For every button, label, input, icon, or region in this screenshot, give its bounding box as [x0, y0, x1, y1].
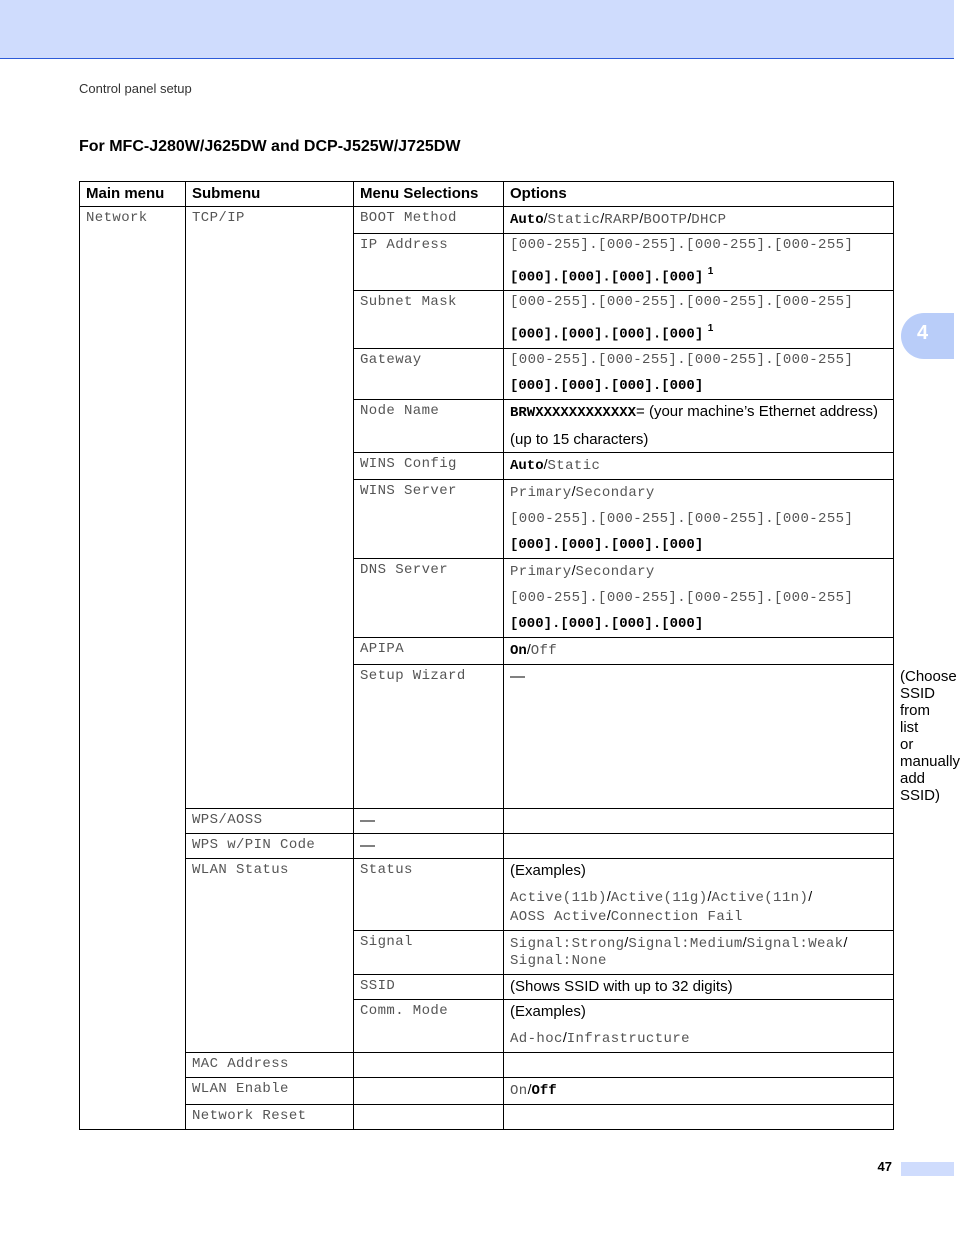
- selection-boot-method: BOOT Method: [354, 207, 504, 234]
- column-header: Menu Selections: [354, 182, 504, 207]
- options-comm-mode: (Examples) Ad-hoc/Infrastructure: [504, 999, 894, 1052]
- footnote-marker: 1: [707, 266, 714, 277]
- options-empty: [504, 808, 894, 833]
- section-heading: For MFC-J280W/J625DW and DCP-J525W/J725DW: [79, 138, 461, 155]
- selection-apipa: APIPA: [354, 637, 504, 664]
- options-status: (Examples) Active(11b)/Active(11g)/Active(11n)/ AOSS Active/Connection Fail: [504, 858, 894, 930]
- submenu-setup-wizard: Setup Wizard: [354, 664, 504, 808]
- column-header: Submenu: [186, 182, 354, 207]
- options-gateway: [000-255].[000-255].[000-255].[000-255] [000].[000].[000].[000]: [504, 348, 894, 399]
- options-node-name: BRWXXXXXXXXXXXX= (your machine’s Ethernet address) (up to 15 characters): [504, 399, 894, 452]
- chapter-number: 4: [917, 322, 929, 344]
- table-row: Setup Wizard — (Choose SSID from list or manually add SSID): [80, 664, 894, 808]
- submenu-mac-address: MAC Address: [186, 1052, 354, 1077]
- column-header: Options: [504, 182, 894, 207]
- header-band: [0, 0, 954, 59]
- table-row: [80, 858, 894, 930]
- selection-wins-config: WINS Config: [354, 452, 504, 479]
- table-row: [80, 1104, 894, 1129]
- network-menu-table: [79, 181, 960, 1130]
- selection-node-name: Node Name: [354, 399, 504, 452]
- selection-dash: —: [354, 808, 504, 833]
- options-empty: [504, 1104, 894, 1129]
- main-menu-network: Network: [80, 207, 186, 1130]
- submenu-tcpip: TCP/IP: [186, 207, 354, 809]
- selection-dash: —: [504, 664, 894, 808]
- selection-dash: —: [354, 833, 504, 858]
- selection-dns-server: DNS Server: [354, 558, 504, 637]
- table-header-row: [80, 182, 894, 207]
- selection-ssid: SSID: [354, 974, 504, 999]
- selection-empty: [354, 1104, 504, 1129]
- table-row: [80, 833, 894, 858]
- selection-ip-address: IP Address: [354, 234, 504, 291]
- options-subnet-mask: [000-255].[000-255].[000-255].[000-255] [000].[000].[000].[000] $^1$: [504, 291, 894, 348]
- submenu-network-reset: Network Reset: [186, 1104, 354, 1129]
- selection-gateway: Gateway: [354, 348, 504, 399]
- table-row: [80, 207, 894, 234]
- options-ip-address: [000-255].[000-255].[000-255].[000-255] [000].[000].[000].[000] $^1$: [504, 234, 894, 291]
- options-dns-server: Primary/Secondary [000-255].[000-255].[000-255].[000-255] [000].[000].[000].[000]: [504, 558, 894, 637]
- options-wins-server: Primary/Secondary [000-255].[000-255].[000-255].[000-255] [000].[000].[000].[000]: [504, 479, 894, 558]
- options-ssid: (Shows SSID with up to 32 digits): [504, 974, 894, 999]
- options-empty: [504, 833, 894, 858]
- chapter-tab: [901, 313, 954, 359]
- options-empty: [504, 1052, 894, 1077]
- selection-empty: [354, 1077, 504, 1104]
- options-apipa: On/Off: [504, 637, 894, 664]
- selection-signal: Signal: [354, 930, 504, 974]
- submenu-wps-aoss: WPS/AOSS: [186, 808, 354, 833]
- submenu-wlan-enable: WLAN Enable: [186, 1077, 354, 1104]
- selection-comm-mode: Comm. Mode: [354, 999, 504, 1052]
- table-row: [80, 1052, 894, 1077]
- options-signal: Signal:Strong/Signal:Medium/Signal:Weak/ Signal:None: [504, 930, 894, 974]
- running-title: Control panel setup: [79, 81, 192, 96]
- footnote-marker: 1: [707, 323, 714, 335]
- table-row: [80, 808, 894, 833]
- submenu-wps-pin-code: WPS w/PIN Code: [186, 833, 354, 858]
- selection-wins-server: WINS Server: [354, 479, 504, 558]
- selection-status: Status: [354, 858, 504, 930]
- options-boot-method: Auto/Static/RARP/BOOTP/DHCP: [504, 207, 894, 234]
- page-number: 47: [877, 1159, 892, 1174]
- footer-band: [901, 1162, 954, 1176]
- options-wins-config: Auto/Static: [504, 452, 894, 479]
- options-wlan-enable: On/Off: [504, 1077, 894, 1104]
- selection-subnet-mask: Subnet Mask: [354, 291, 504, 348]
- submenu-wlan-status: WLAN Status: [186, 858, 354, 1052]
- table-row: [80, 1077, 894, 1104]
- column-header: Main menu: [80, 182, 186, 207]
- selection-empty: [354, 1052, 504, 1077]
